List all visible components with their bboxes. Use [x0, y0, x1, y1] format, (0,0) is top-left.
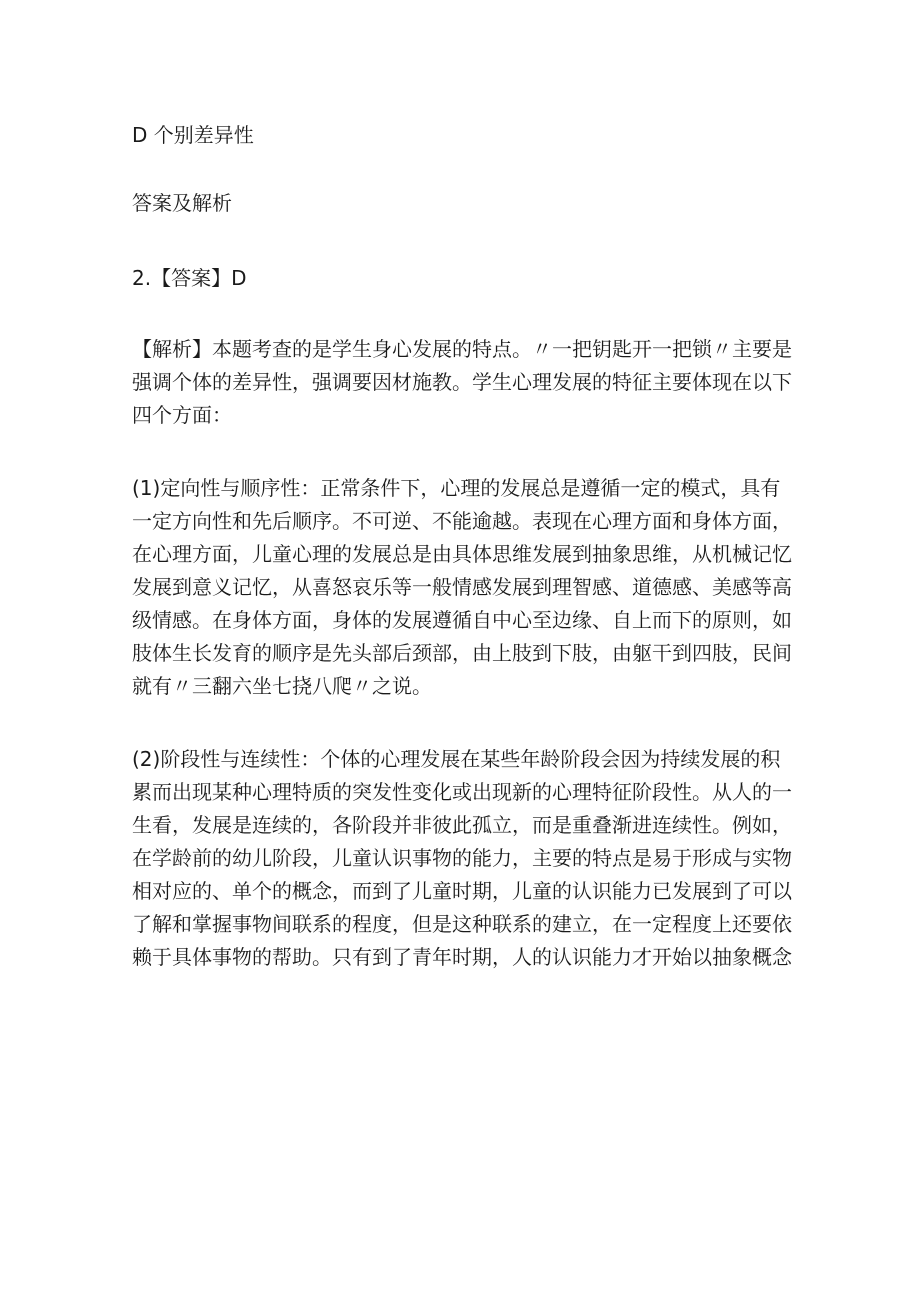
explanation-line: 【解析】本题考查的是学生身心发展的特点。〃一把钥匙开一把锁〃主要是 — [132, 337, 792, 361]
explanation-line: 四个方面： — [132, 403, 232, 427]
point-1-line: (1)定向性与顺序性：正常条件下，心理的发展总是遵循一定的模式，具有 — [132, 476, 781, 500]
point-2-line: 在学龄前的幼儿阶段，儿童认识事物的能力，主要的特点是易于形成与实物 — [132, 846, 792, 870]
point-1-paragraph — [132, 472, 794, 703]
point-2-line: 相对应的、单个的概念，而到了儿童时期，儿童的认识能力已发展到了可以 — [132, 879, 792, 903]
point-1-line: 一定方向性和先后顺序。不可逆、不能逾越。表现在心理方面和身体方面， — [132, 509, 792, 533]
option-d: D 个别差异性 — [132, 123, 254, 147]
point-2-line: 累而出现某种心理特质的突发性变化或出现新的心理特征阶段性。从人的一 — [132, 780, 792, 804]
point-2-line: (2)阶段性与连续性：个体的心理发展在某些年龄阶段会因为持续发展的积 — [132, 747, 781, 771]
point-1-line: 级情感。在身体方面，身体的发展遵循自中心至边缘、自上而下的原则，如 — [132, 608, 792, 632]
point-1-line: 发展到意义记忆，从喜怒哀乐等一般情感发展到理智感、道德感、美感等高 — [132, 575, 792, 599]
answer-heading: 答案及解析 — [132, 191, 232, 215]
explanation-line: 强调个体的差异性，强调要因材施教。学生心理发展的特征主要体现在以下 — [132, 370, 792, 394]
point-2-line: 赖于具体事物的帮助。只有到了青年时期，人的认识能力才开始以抽象概念 — [132, 945, 792, 969]
point-1-line: 肢体生长发育的顺序是先头部后颈部，由上肢到下肢，由躯干到四肢，民间 — [132, 641, 792, 665]
point-2-line: 了解和掌握事物间联系的程度，但是这种联系的建立，在一定程度上还要依 — [132, 912, 792, 936]
point-2-line: 生看，发展是连续的，各阶段并非彼此孤立，而是重叠渐进连续性。例如， — [132, 813, 792, 837]
point-1-line: 在心理方面，儿童心理的发展总是由具体思维发展到抽象思维，从机械记忆 — [132, 542, 792, 566]
point-2-paragraph — [132, 743, 794, 974]
explanation-paragraph — [132, 333, 794, 432]
answer-line: 2.【答案】D — [132, 266, 247, 290]
point-1-line: 就有〃三翻六坐七挠八爬〃之说。 — [132, 674, 432, 698]
